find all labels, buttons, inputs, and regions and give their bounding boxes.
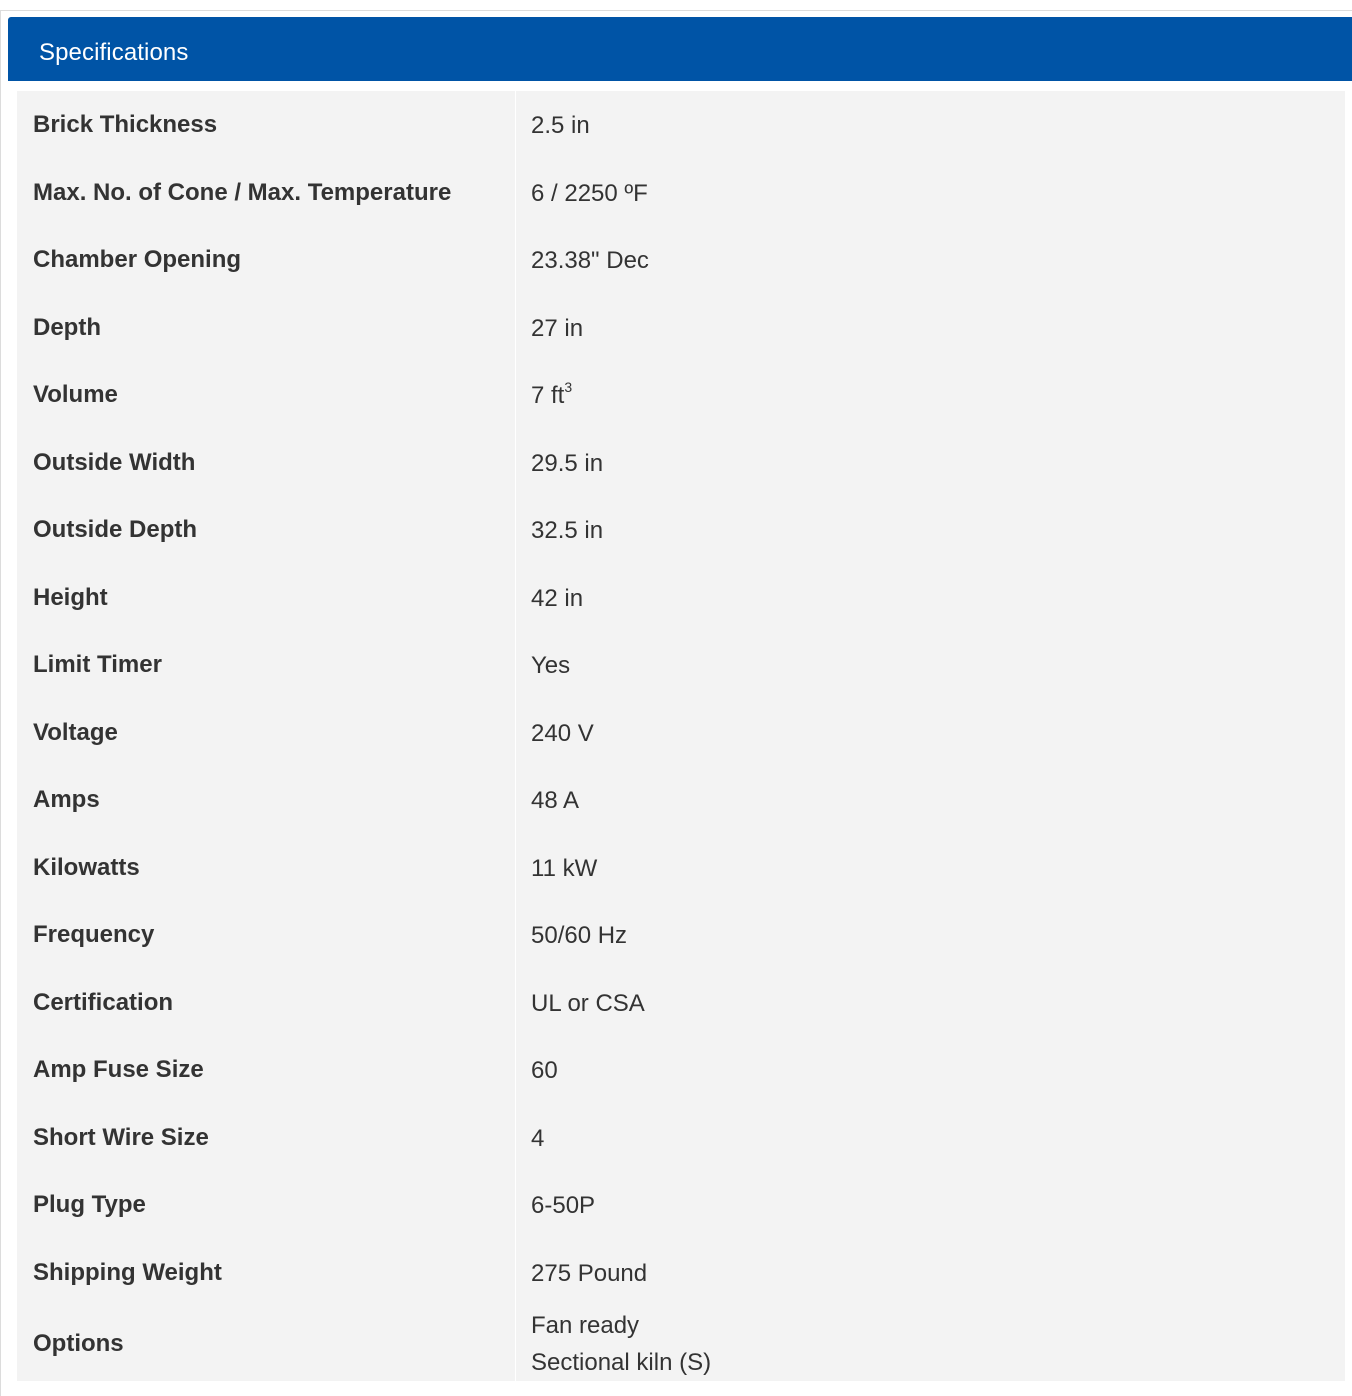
spec-label: Volume: [33, 381, 118, 408]
spec-value: Yes: [531, 652, 571, 679]
spec-label: Amps: [33, 786, 100, 813]
spec-value-text: 7 ft: [531, 382, 565, 409]
spec-label: Depth: [33, 314, 101, 341]
spec-value: [531, 377, 572, 414]
specifications-table: [17, 91, 1345, 1381]
spec-label: Amp Fuse Size: [33, 1056, 204, 1083]
spec-label: Outside Width: [33, 449, 196, 476]
spec-value: 60: [531, 1057, 558, 1084]
spec-value: 4: [531, 1125, 545, 1152]
spec-value: 6 / 2250 ºF: [531, 180, 648, 207]
specifications-tab[interactable]: [8, 17, 1352, 81]
spec-value: [531, 1307, 711, 1381]
spec-label: Max. No. of Cone / Max. Temperature: [33, 179, 452, 206]
option-item: Sectional kiln (S): [531, 1349, 712, 1376]
spec-value-superscript: 3: [564, 379, 573, 395]
spec-label: Short Wire Size: [33, 1124, 209, 1151]
spec-label: Height: [33, 584, 108, 611]
spec-label: Limit Timer: [33, 651, 162, 678]
spec-value: 27 in: [531, 315, 584, 342]
column-divider: [515, 91, 516, 1381]
spec-label: Options: [33, 1330, 124, 1357]
spec-label: Frequency: [33, 921, 155, 948]
spec-value: 42 in: [531, 585, 584, 612]
spec-label: Certification: [33, 989, 174, 1016]
option-item: Fan ready: [531, 1312, 640, 1339]
spec-label: Shipping Weight: [33, 1259, 222, 1286]
spec-value: 240 V: [531, 720, 594, 747]
spec-value: 50/60 Hz: [531, 922, 628, 949]
spec-label: Kilowatts: [33, 854, 140, 881]
spec-value: 23.38" Dec: [531, 247, 649, 274]
tab-title: Specifications: [39, 39, 189, 66]
spec-label: Brick Thickness: [33, 111, 218, 138]
spec-value: 275 Pound: [531, 1260, 648, 1287]
spec-value: UL or CSA: [531, 990, 645, 1017]
spec-value: 48 A: [531, 787, 580, 814]
spec-value: 11 kW: [531, 855, 598, 882]
spec-value: 29.5 in: [531, 450, 604, 477]
spec-label: Voltage: [33, 719, 118, 746]
spec-label: Outside Depth: [33, 516, 198, 543]
spec-value: 2.5 in: [531, 112, 590, 139]
active-tab-indicator: [8, 78, 218, 81]
spec-label: Chamber Opening: [33, 246, 242, 273]
spec-value: 32.5 in: [531, 517, 604, 544]
spec-value: 6-50P: [531, 1192, 596, 1219]
spec-label: Plug Type: [33, 1191, 146, 1218]
